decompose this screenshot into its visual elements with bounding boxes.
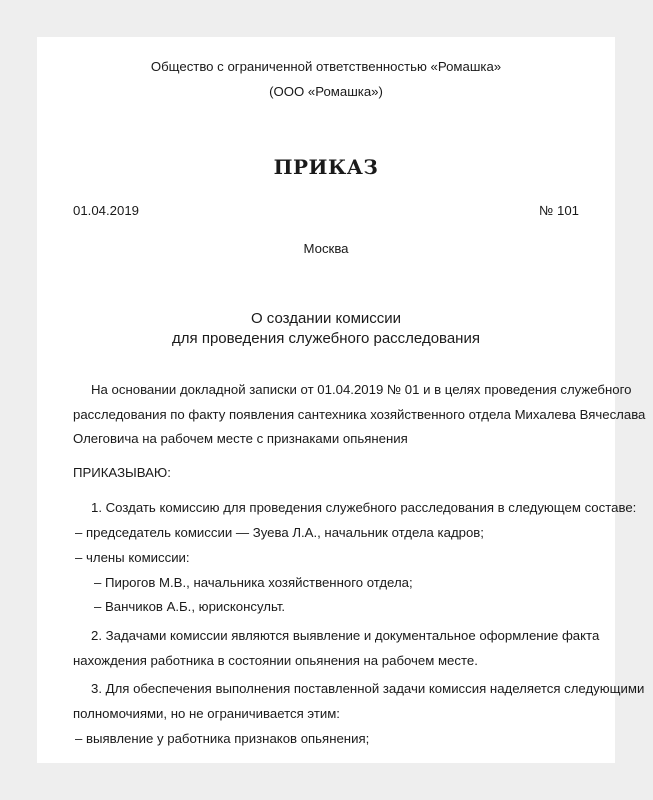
commission-member-1: – Пирогов М.В., начальника хозяйственного отдела; <box>94 575 413 590</box>
item-2-line-1: 2. Задачами комиссии являются выявление и документальное оформление факта <box>91 628 600 643</box>
commission-member-2: – Ванчиков А.Б., юрисконсульт. <box>94 599 286 614</box>
document-city: Москва <box>303 241 349 256</box>
organization-full-name: Общество с ограниченной ответственностью «Ромашка» <box>150 59 502 74</box>
power-1: – выявление у работника признаков опьянения; <box>75 731 370 746</box>
item-2-line-2: нахождения работника в состоянии опьянения на рабочем месте. <box>73 653 478 668</box>
commission-members: – члены комиссии: <box>75 550 190 565</box>
order-word: ПРИКАЗЫВАЮ: <box>73 465 171 480</box>
item-1: 1. Создать комиссию для проведения служебного расследования в следующем составе: <box>91 500 637 515</box>
subject-line-2: для проведения служебного расследования <box>172 330 480 347</box>
organization-short-name: (ООО «Ромашка») <box>269 84 383 99</box>
document-page <box>37 37 646 763</box>
basis-line-2: расследования по факту появления сантехника хозяйственного отдела Михалева Вячеслава <box>73 407 646 422</box>
item-3-line-1: 3. Для обеспечения выполнения поставленной задачи комиссия наделяется следующими <box>91 681 645 696</box>
document-number: № 101 <box>539 203 579 218</box>
item-3-line-2: полномочиями, но не ограничивается этим: <box>73 706 340 721</box>
basis-line-3: Олеговича на рабочем месте с признаками опьянения <box>73 431 408 446</box>
commission-chair: – председатель комиссии — Зуева Л.А., начальник отдела кадров; <box>75 525 484 540</box>
basis-line-1: На основании докладной записки от 01.04.2019 № 01 и в целях проведения служебного <box>91 382 632 397</box>
document-date: 01.04.2019 <box>73 203 140 218</box>
subject-line-1: О создании комиссии <box>250 310 402 327</box>
document-title: ПРИКАЗ <box>273 155 379 179</box>
